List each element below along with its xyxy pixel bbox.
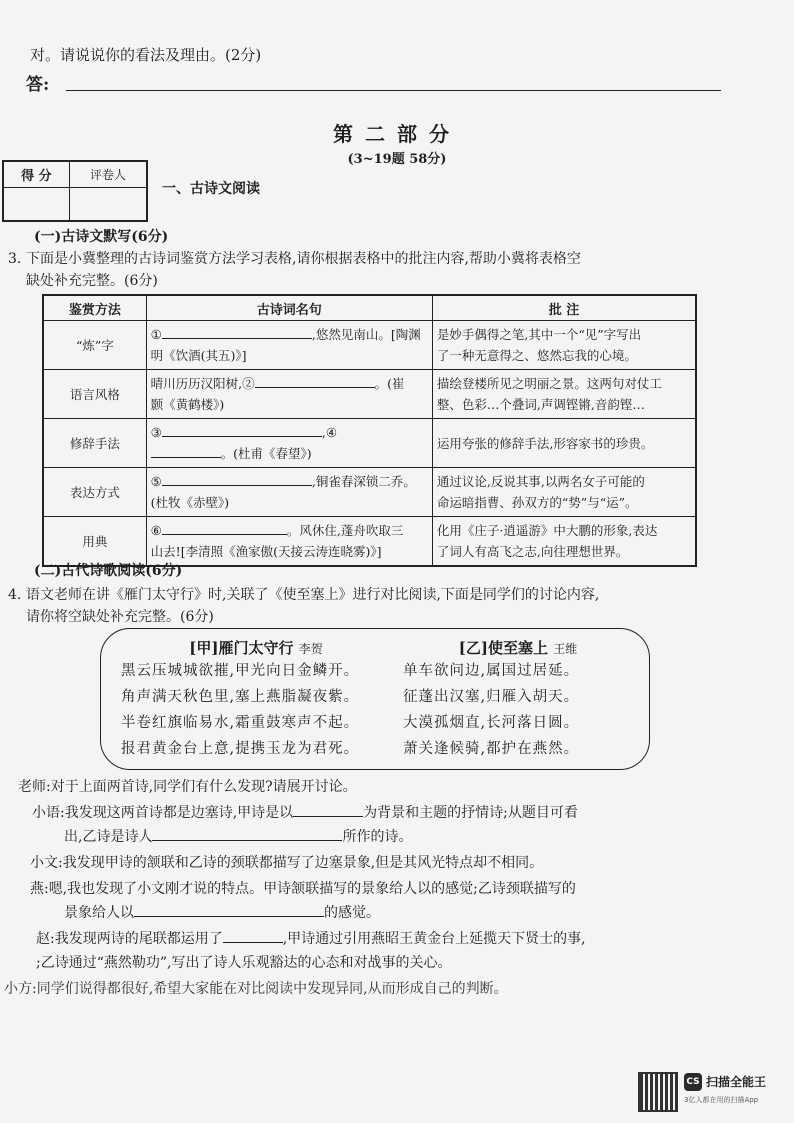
- dialog-text: 赵:我发现两诗的尾联都运用了: [36, 931, 223, 947]
- score-label: 得 分: [4, 162, 70, 188]
- dialog-yan-1: 燕:嗯,我也发现了小文刚才说的特点。甲诗颔联描写的景象给人以的感觉;乙诗颈联描写的: [30, 881, 576, 897]
- poem-a: [121, 637, 391, 762]
- dialog-xiaowen: 小文:我发现甲诗的颔联和乙诗的颈联都描写了边塞景象,但是其风光特点却不相同。: [30, 855, 544, 871]
- poem-line: 角声满天秋色里,塞上燕脂凝夜紫。: [121, 689, 360, 705]
- blank-xiaoyu-2[interactable]: [152, 840, 342, 841]
- dialog-text: 的感觉。: [324, 905, 380, 921]
- poem-text: ,悠然见南山。[陶渊: [311, 327, 421, 342]
- poem-text: ,铜雀春深锁二乔。: [311, 474, 416, 489]
- dialog-yan-2: [64, 902, 380, 924]
- poem-cell: [146, 321, 432, 370]
- poem-cell: [146, 419, 432, 468]
- score-cell[interactable]: [4, 188, 70, 221]
- note-cell: [432, 468, 696, 517]
- dialog-zhao-2: ;乙诗通过“燕然勒功”,写出了诗人乐观豁达的心态和对战事的关心。: [36, 955, 452, 971]
- part-title: 第二部分: [333, 122, 461, 146]
- poem-cell: [146, 517, 432, 567]
- poem-b: [403, 637, 633, 762]
- table-row: [43, 419, 696, 468]
- note-text: 命运暗指曹、孙双方的“势”与“运”。: [436, 495, 638, 510]
- qr-code-icon: [638, 1072, 678, 1112]
- poem-line: 半卷红旗临易水,霜重鼓寒声不起。: [121, 715, 360, 731]
- blank-zhao[interactable]: [223, 942, 283, 943]
- grader-cell[interactable]: [69, 188, 146, 221]
- poem-box: [100, 628, 650, 770]
- note-cell: [432, 370, 696, 419]
- q4-text-2: 请你将空缺处补充完整。(6分): [26, 609, 214, 625]
- blank-xiaoyu-1[interactable]: [293, 816, 363, 817]
- blank-marker: ①: [150, 327, 162, 342]
- table-row: [43, 321, 696, 370]
- poem-cell: [146, 370, 432, 419]
- q4-text-1: 语文老师在讲《雁门太守行》时,关联了《使至塞上》进行对比阅读,下面是同学们的讨论内容,: [26, 587, 600, 603]
- method-cell: 语言风格: [43, 370, 146, 419]
- dialog-last: 小方:同学们说得都很好,希望大家能在对比阅读中发现异同,从而形成自己的判断。: [4, 981, 508, 997]
- note-text: 通过议论,反说其事,以两名女子可能的: [436, 474, 645, 489]
- app-slogan: 3亿人都在用的扫描App: [684, 1096, 759, 1104]
- dialog-text: 出,乙诗是诗人: [64, 829, 153, 845]
- poem-source: 山去![李清照《渔家傲(天接云涛连晓雾)》]: [150, 544, 382, 559]
- poem-line: 征蓬出汉塞,归雁入胡天。: [403, 689, 580, 705]
- note-text: 整、色彩…个叠词,声调铿锵,音韵铿…: [436, 397, 645, 412]
- app-name: 扫描全能王: [706, 1075, 767, 1089]
- blank-1[interactable]: [162, 338, 312, 339]
- poem-b-author: 王维: [553, 642, 578, 656]
- note-text: 了词人有高飞之志,向往理想世界。: [436, 544, 629, 559]
- table-row: [43, 517, 696, 567]
- blank-marker: ,④: [321, 425, 338, 440]
- subsection-heading-2: (二)古代诗歌阅读(6分): [34, 563, 183, 579]
- dialog-text: 景象给人以: [64, 905, 134, 921]
- dialog-xiaoyu-2: [64, 826, 412, 848]
- dialog-xiaoyu-1: [32, 802, 578, 824]
- poem-a-author: 李贺: [298, 642, 323, 656]
- method-cell: 用典: [43, 517, 146, 567]
- note-cell: [432, 419, 696, 468]
- section-heading: 一、古诗文阅读: [162, 181, 260, 197]
- note-text: 运用夸张的修辞手法,形容家书的珍贵。: [436, 435, 654, 451]
- poem-source: 明《饮酒(其五)》]: [150, 348, 247, 363]
- poem-line: 大漠孤烟直,长河落日圆。: [403, 715, 580, 731]
- table-header: 批 注: [432, 295, 696, 321]
- poem-line: 单车欲问边,属国过居延。: [403, 663, 580, 679]
- table-header: 古诗词名句: [146, 295, 432, 321]
- table-row: [43, 370, 696, 419]
- part-subtitle: (3~19题 58分): [347, 152, 447, 167]
- blank-marker: ⑤: [150, 474, 162, 489]
- appreciation-table: [42, 294, 697, 567]
- q3-number: 3.: [8, 251, 22, 267]
- dialog-text: 所作的诗。: [342, 829, 413, 845]
- poem-source: 颢《黄鹤楼》): [150, 397, 225, 412]
- poem-a-title: [甲]雁门太守行: [189, 639, 294, 657]
- subsection-heading-1: (一)古诗文默写(6分): [34, 229, 169, 245]
- poem-text: 晴川历历汉阳树,②: [150, 376, 255, 391]
- table-header: 鉴赏方法: [43, 295, 146, 321]
- blank-marker: ⑥: [150, 523, 162, 538]
- dialog-text: 小语:我发现这两首诗都是边塞诗,甲诗是以: [32, 805, 294, 821]
- poem-text: 。风休住,蓬舟吹取三: [286, 523, 404, 538]
- dialog-text: ,甲诗通过引用燕昭王黄金台上延揽天下贤士的事,: [282, 931, 586, 947]
- blank-yan[interactable]: [134, 916, 324, 917]
- q3-text-1: 下面是小冀整理的古诗词鉴赏方法学习表格,请你根据表格中的批注内容,帮助小冀将表格空: [26, 251, 581, 267]
- method-cell: 修辞手法: [43, 419, 146, 468]
- poem-b-title: [乙]使至塞上: [458, 639, 548, 657]
- grader-label: 评卷人: [69, 162, 146, 188]
- method-cell: “炼”字: [43, 321, 146, 370]
- note-text: 描绘登楼所见之明丽之景。这两句对仗工: [436, 376, 662, 391]
- blank-3[interactable]: [162, 436, 322, 437]
- note-cell: [432, 517, 696, 567]
- poem-source: 。(杜甫《春望》): [220, 446, 312, 461]
- answer-line: [66, 90, 721, 91]
- note-text: 是妙手偶得之笔,其中一个“见”字写出: [436, 327, 642, 342]
- note-text: 了一种无意得之、悠然忘我的心境。: [436, 348, 637, 363]
- camscanner-logo-icon: CS: [684, 1073, 702, 1091]
- blank-6[interactable]: [162, 534, 287, 535]
- note-text: 化用《庄子·逍遥游》中大鹏的形象,表达: [436, 523, 658, 538]
- blank-4[interactable]: [151, 457, 221, 458]
- poem-b-heading: [403, 637, 633, 658]
- note-cell: [432, 321, 696, 370]
- poem-line: 黑云压城城欲摧,甲光向日金鳞开。: [121, 663, 360, 679]
- poem-line: 报君黄金台上意,提携玉龙为君死。: [121, 741, 360, 757]
- poem-text: 。(崔: [374, 376, 405, 391]
- q3-text-2: 缺处补充完整。(6分): [26, 273, 158, 289]
- score-box: [2, 160, 148, 222]
- poem-line: 萧关逢候骑,都护在燕然。: [403, 741, 580, 757]
- dialog-text: 为背景和主题的抒情诗;从题目可看: [363, 805, 578, 821]
- blank-marker: ③: [150, 425, 162, 440]
- table-row: [43, 468, 696, 517]
- q4-number: 4.: [8, 587, 22, 603]
- poem-a-heading: [121, 637, 391, 658]
- dialog-zhao-1: [36, 928, 586, 950]
- blank-2[interactable]: [255, 387, 375, 388]
- poem-source: (杜牧《赤壁》): [150, 495, 230, 510]
- answer-label: 答:: [26, 75, 50, 95]
- dialog-teacher: 老师:对于上面两首诗,同学们有什么发现?请展开讨论。: [18, 779, 357, 795]
- blank-5[interactable]: [162, 485, 312, 486]
- prev-question-tail: 对。请说说你的看法及理由。(2分): [30, 46, 262, 64]
- method-cell: 表达方式: [43, 468, 146, 517]
- poem-cell: [146, 468, 432, 517]
